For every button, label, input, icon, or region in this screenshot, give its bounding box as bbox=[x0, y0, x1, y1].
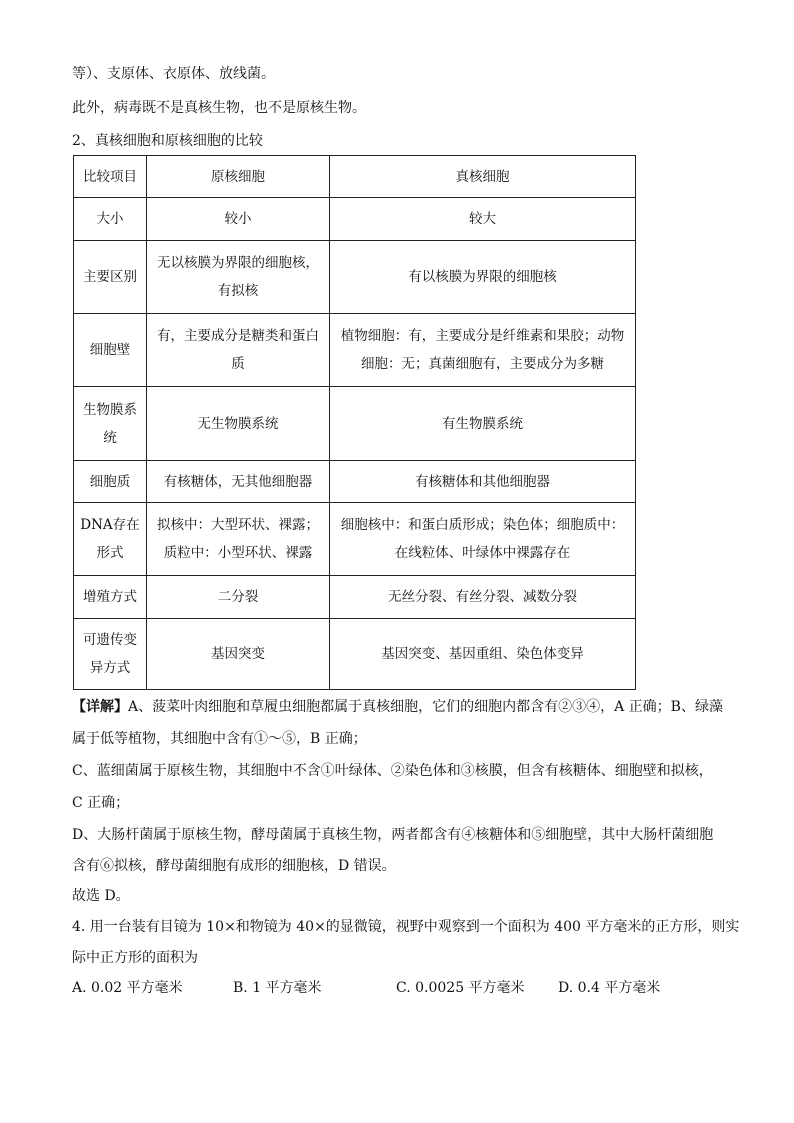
table-cell-eukaryote: 有生物膜系统 bbox=[330, 387, 636, 461]
table-header-cell: 原核细胞 bbox=[147, 156, 330, 198]
table-cell-prokaryote: 有，主要成分是糖类和蛋白质 bbox=[147, 314, 330, 387]
table-header-cell: 真核细胞 bbox=[330, 156, 636, 198]
explanation-d-line-2: 含有⑥拟核，酵母菌细胞有成形的细胞核，D 错误。 bbox=[72, 858, 396, 874]
table-cell-item: 细胞质 bbox=[74, 461, 147, 503]
table-cell-item: 增殖方式 bbox=[74, 576, 147, 619]
table-row bbox=[74, 461, 636, 503]
table-cell-eukaryote: 有核糖体和其他细胞器 bbox=[330, 461, 636, 503]
table-cell-prokaryote: 二分裂 bbox=[147, 576, 330, 619]
table-row bbox=[74, 241, 636, 314]
explanation-c-line-1: C、蓝细菌属于原核生物，其细胞中不含①叶绿体、②染色体和③核膜，但含有核糖体、细胞壁和拟核， bbox=[72, 763, 713, 779]
intro-line-2: 此外，病毒既不是真核生物，也不是原核生物。 bbox=[72, 100, 366, 116]
table-cell-prokaryote: 较小 bbox=[147, 198, 330, 241]
option-a[interactable]: A. 0.02 平方毫米 bbox=[72, 980, 183, 996]
table-header-cell: 比较项目 bbox=[74, 156, 147, 198]
table-cell-prokaryote: 拟核中：大型环状、裸露；质粒中：小型环状、裸露 bbox=[147, 503, 330, 576]
table-row bbox=[74, 387, 636, 461]
option-c[interactable]: C. 0.0025 平方毫米 bbox=[396, 980, 525, 996]
table-cell-item: DNA存在形式 bbox=[74, 503, 147, 576]
table-cell-item: 细胞壁 bbox=[74, 314, 147, 387]
table-cell-prokaryote: 有核糖体，无其他细胞器 bbox=[147, 461, 330, 503]
option-d[interactable]: D. 0.4 平方毫米 bbox=[558, 980, 661, 996]
table-row bbox=[74, 198, 636, 241]
table-cell-eukaryote: 有以核膜为界限的细胞核 bbox=[330, 241, 636, 314]
question-4-line-2: 际中正方形的面积为 bbox=[72, 950, 198, 966]
table-cell-item: 可遗传变异方式 bbox=[74, 619, 147, 690]
intro-line-1: 等）、支原体、衣原体、放线菌。 bbox=[72, 66, 275, 82]
question-4-line-1: 4. 用一台装有目镜为 10×和物镜为 40×的显微镜，视野中观察到一个面积为 400 平方毫米的正方形，则实 bbox=[72, 919, 740, 935]
table-cell-prokaryote: 基因突变 bbox=[147, 619, 330, 690]
table-cell-eukaryote: 基因突变、基因重组、染色体变异 bbox=[330, 619, 636, 690]
comparison-table bbox=[73, 155, 636, 690]
option-b[interactable]: B. 1 平方毫米 bbox=[233, 980, 322, 996]
table-cell-eukaryote: 植物细胞：有，主要成分是纤维素和果胶；动物细胞：无；真菌细胞有，主要成分为多糖 bbox=[330, 314, 636, 387]
table-cell-item: 大小 bbox=[74, 198, 147, 241]
table-cell-eukaryote: 细胞核中：和蛋白质形成；染色体；细胞质中：在线粒体、叶绿体中裸露存在 bbox=[330, 503, 636, 576]
table-cell-eukaryote: 较大 bbox=[330, 198, 636, 241]
explanation-a-line-2: 属于低等植物，其细胞中含有①～⑤，B 正确； bbox=[72, 731, 367, 747]
table-cell-item: 生物膜系统 bbox=[74, 387, 147, 461]
section-title: 2、真核细胞和原核细胞的比较 bbox=[72, 133, 263, 149]
explanation-d-line-1: D、大肠杆菌属于原核生物，酵母菌属于真核生物，两者都含有④核糖体和⑤细胞壁，其中大肠杆菌细胞 bbox=[72, 827, 714, 843]
explanation-c-line-2: C 正确； bbox=[72, 795, 130, 811]
table-cell-prokaryote: 无生物膜系统 bbox=[147, 387, 330, 461]
answer-line: 故选 D。 bbox=[72, 888, 130, 904]
table-cell-prokaryote: 无以核膜为界限的细胞核，有拟核 bbox=[147, 241, 330, 314]
question-4-options bbox=[72, 978, 732, 998]
table-row bbox=[74, 503, 636, 576]
table-row bbox=[74, 314, 636, 387]
table-cell-eukaryote: 无丝分裂、有丝分裂、减数分裂 bbox=[330, 576, 636, 619]
explanation-a-line-1: 【详解】A、菠菜叶肉细胞和草履虫细胞都属于真核细胞，它们的细胞内都含有②③④，A 正确；B、绿藻 bbox=[72, 699, 723, 715]
table-row bbox=[74, 576, 636, 619]
table-header-row bbox=[74, 156, 636, 198]
explanation-label: 【详解】 bbox=[72, 699, 128, 715]
table-row bbox=[74, 619, 636, 690]
table-cell-item: 主要区别 bbox=[74, 241, 147, 314]
